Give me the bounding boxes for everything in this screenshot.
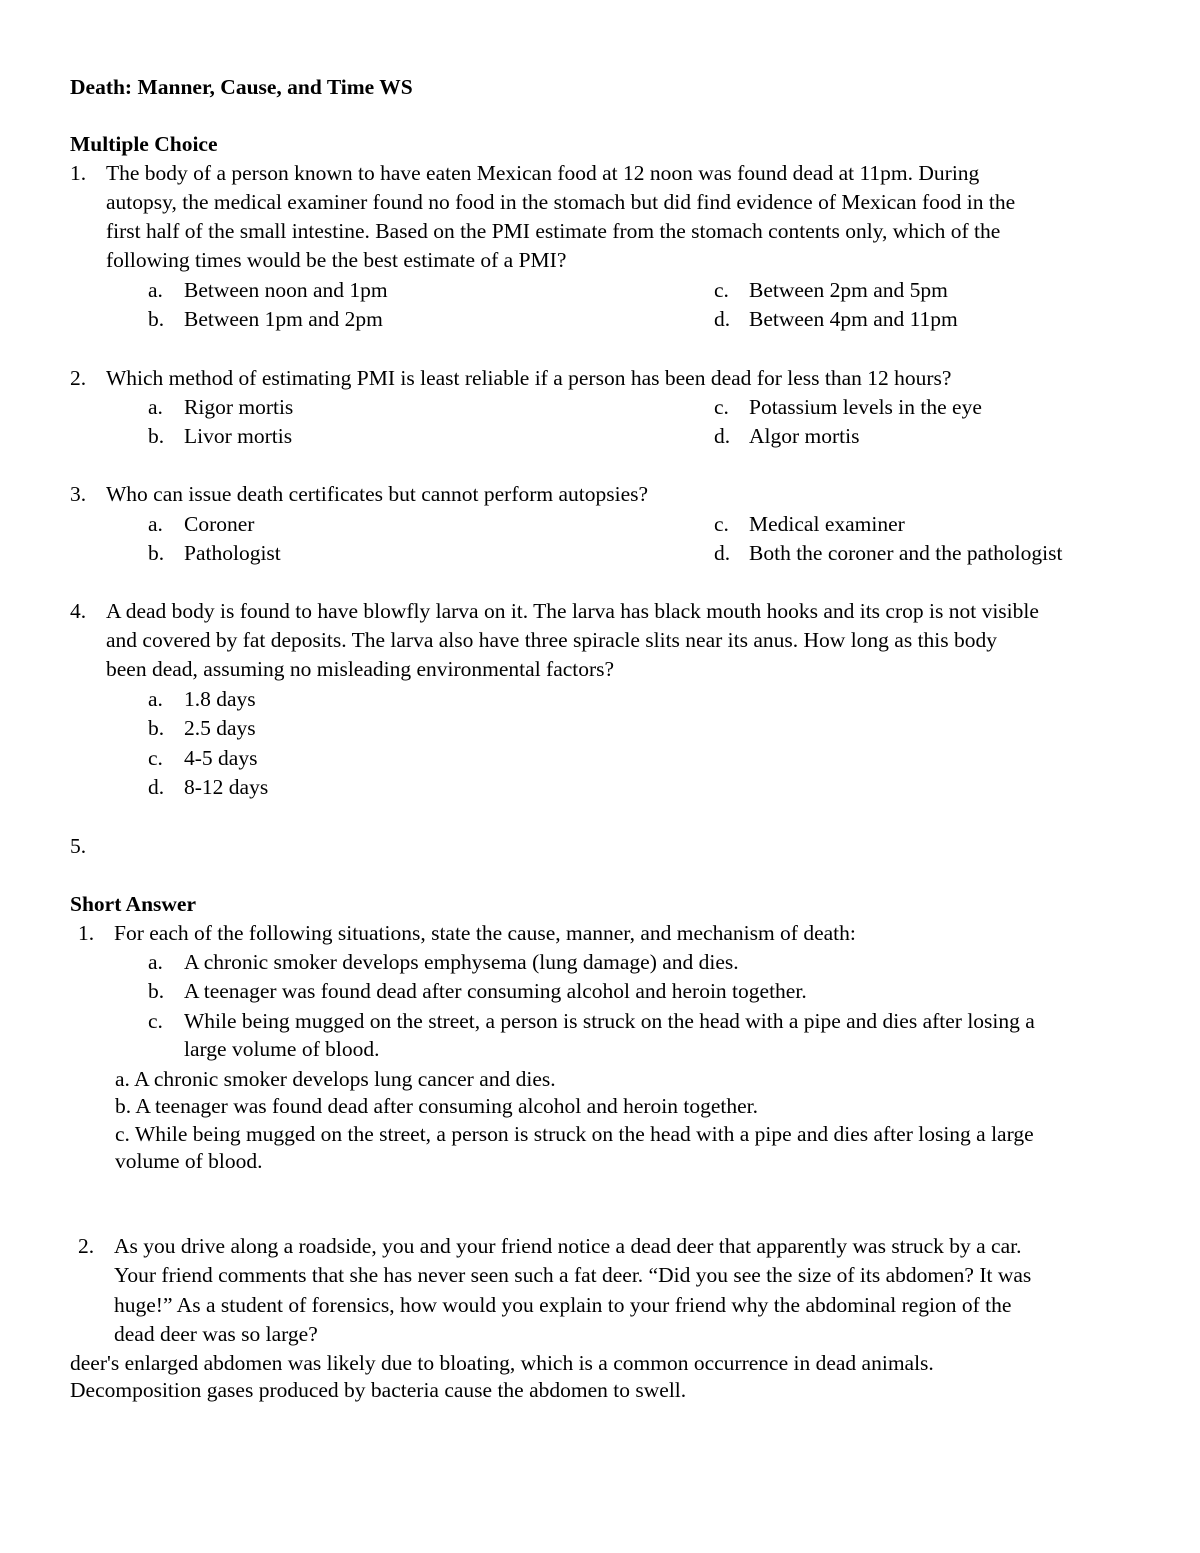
sa-q1-item-a-text: A chronic smoker develops emphysema (lung damage) and dies. <box>184 950 739 974</box>
sa-heading: Short Answer <box>70 892 197 916</box>
mc-q1-text-line: The body of a person known to have eaten Mexican food at 12 noon was found dead at 11pm. During <box>106 161 980 185</box>
mc-q4-option-b-letter: b. <box>148 716 165 740</box>
mc-heading: Multiple Choice <box>70 132 218 156</box>
mc-q4-text-line: A dead body is found to have blowfly larva on it. The larva has black mouth hooks and its crop is not visible <box>106 599 1039 623</box>
mc-q3-number: 3. <box>70 482 87 506</box>
mc-q4-text-line: and covered by fat deposits. The larva also have three spiracle slits near its anus. How long as this body <box>106 628 998 652</box>
mc-q1-text-line: following times would be the best estimate of a PMI? <box>106 248 567 272</box>
mc-q3-option-b-letter: b. <box>148 541 165 565</box>
mc-q1-option-c-letter: c. <box>714 278 729 302</box>
sa-q1-item-b-letter: b. <box>148 979 165 1003</box>
mc-q2-option-d-letter: d. <box>714 424 731 448</box>
mc-q1-option-b-letter: b. <box>148 307 165 331</box>
sa-q2-answer-line: Decomposition gases produced by bacteria cause the abdomen to swell. <box>70 1378 687 1402</box>
sa-q1-answer-line: volume of blood. <box>115 1149 263 1173</box>
mc-q2-option-a-letter: a. <box>148 395 163 419</box>
mc-q1-option-a-letter: a. <box>148 278 163 302</box>
mc-q1-option-d-letter: d. <box>714 307 731 331</box>
mc-q1-number: 1. <box>70 161 87 185</box>
mc-q1-option-b-text: Between 1pm and 2pm <box>184 307 383 331</box>
mc-q3-option-a-text: Coroner <box>184 512 255 536</box>
sa-q2-answer-line: deer's enlarged abdomen was likely due to bloating, which is a common occurrence in dead animals. <box>70 1351 934 1375</box>
mc-q1-option-d-text: Between 4pm and 11pm <box>749 307 958 331</box>
mc-q2-option-c-text: Potassium levels in the eye <box>749 395 982 419</box>
mc-q1-text-line: autopsy, the medical examiner found no food in the stomach but did find evidence of Mexican food in the <box>106 190 1016 214</box>
sa-q1-item-c-text-line: While being mugged on the street, a person is struck on the head with a pipe and dies after losing a <box>184 1009 1035 1033</box>
sa-q1-answer-line: a. A chronic smoker develops lung cancer and dies. <box>115 1067 556 1091</box>
mc-q4-option-b-text: 2.5 days <box>184 716 256 740</box>
mc-q3-option-b-text: Pathologist <box>184 541 281 565</box>
sa-q2-text-line: huge!” As a student of forensics, how would you explain to your friend why the abdominal region of the <box>114 1293 1012 1317</box>
mc-q4-option-c-text: 4-5 days <box>184 746 258 770</box>
sa-q1-item-c-text-line: large volume of blood. <box>184 1037 380 1061</box>
mc-q2-text: Which method of estimating PMI is least reliable if a person has been dead for less than 12 hours? <box>106 366 952 390</box>
sa-q1-item-c-letter: c. <box>148 1009 163 1033</box>
page-title: Death: Manner, Cause, and Time WS <box>70 75 413 99</box>
mc-q1-option-c-text: Between 2pm and 5pm <box>749 278 948 302</box>
mc-q2-option-b-text: Livor mortis <box>184 424 293 448</box>
mc-q3-option-d-letter: d. <box>714 541 731 565</box>
mc-q2-option-a-text: Rigor mortis <box>184 395 294 419</box>
sa-q2-text-line: dead deer was so large? <box>114 1322 318 1346</box>
sa-q2-text-line: As you drive along a roadside, you and your friend notice a dead deer that apparently was struck by a car. <box>114 1234 1022 1258</box>
mc-q3-option-c-letter: c. <box>714 512 729 536</box>
mc-q2-number: 2. <box>70 366 87 390</box>
sa-q2-number: 2. <box>78 1234 95 1258</box>
mc-q5-number: 5. <box>70 834 87 858</box>
mc-q3-option-a-letter: a. <box>148 512 163 536</box>
mc-q3-option-d-text: Both the coroner and the pathologist <box>749 541 1063 565</box>
mc-q4-option-a-text: 1.8 days <box>184 687 256 711</box>
mc-q4-option-d-letter: d. <box>148 775 165 799</box>
sa-q1-text: For each of the following situations, state the cause, manner, and mechanism of death: <box>114 921 856 945</box>
sa-q2-text-line: Your friend comments that she has never seen such a fat deer. “Did you see the size of its abdomen? It was <box>114 1263 1032 1287</box>
mc-q3-text: Who can issue death certificates but cannot perform autopsies? <box>106 482 649 506</box>
mc-q1-text-line: first half of the small intestine. Based on the PMI estimate from the stomach contents only, which of the <box>106 219 1001 243</box>
mc-q2-option-d-text: Algor mortis <box>749 424 860 448</box>
mc-q4-option-a-letter: a. <box>148 687 163 711</box>
mc-q2-option-c-letter: c. <box>714 395 729 419</box>
sa-q1-item-a-letter: a. <box>148 950 163 974</box>
mc-q4-text-line: been dead, assuming no misleading environmental factors? <box>106 657 615 681</box>
mc-q4-option-d-text: 8-12 days <box>184 775 269 799</box>
mc-q2-option-b-letter: b. <box>148 424 165 448</box>
mc-q4-number: 4. <box>70 599 87 623</box>
sa-q1-number: 1. <box>78 921 95 945</box>
mc-q3-option-c-text: Medical examiner <box>749 512 905 536</box>
sa-q1-answer-line: c. While being mugged on the street, a person is struck on the head with a pipe and dies after losing a large <box>115 1122 1034 1146</box>
sa-q1-answer-line: b. A teenager was found dead after consuming alcohol and heroin together. <box>115 1094 759 1118</box>
mc-q4-option-c-letter: c. <box>148 746 163 770</box>
sa-q1-item-b-text: A teenager was found dead after consuming alcohol and heroin together. <box>184 979 807 1003</box>
mc-q1-option-a-text: Between noon and 1pm <box>184 278 388 302</box>
